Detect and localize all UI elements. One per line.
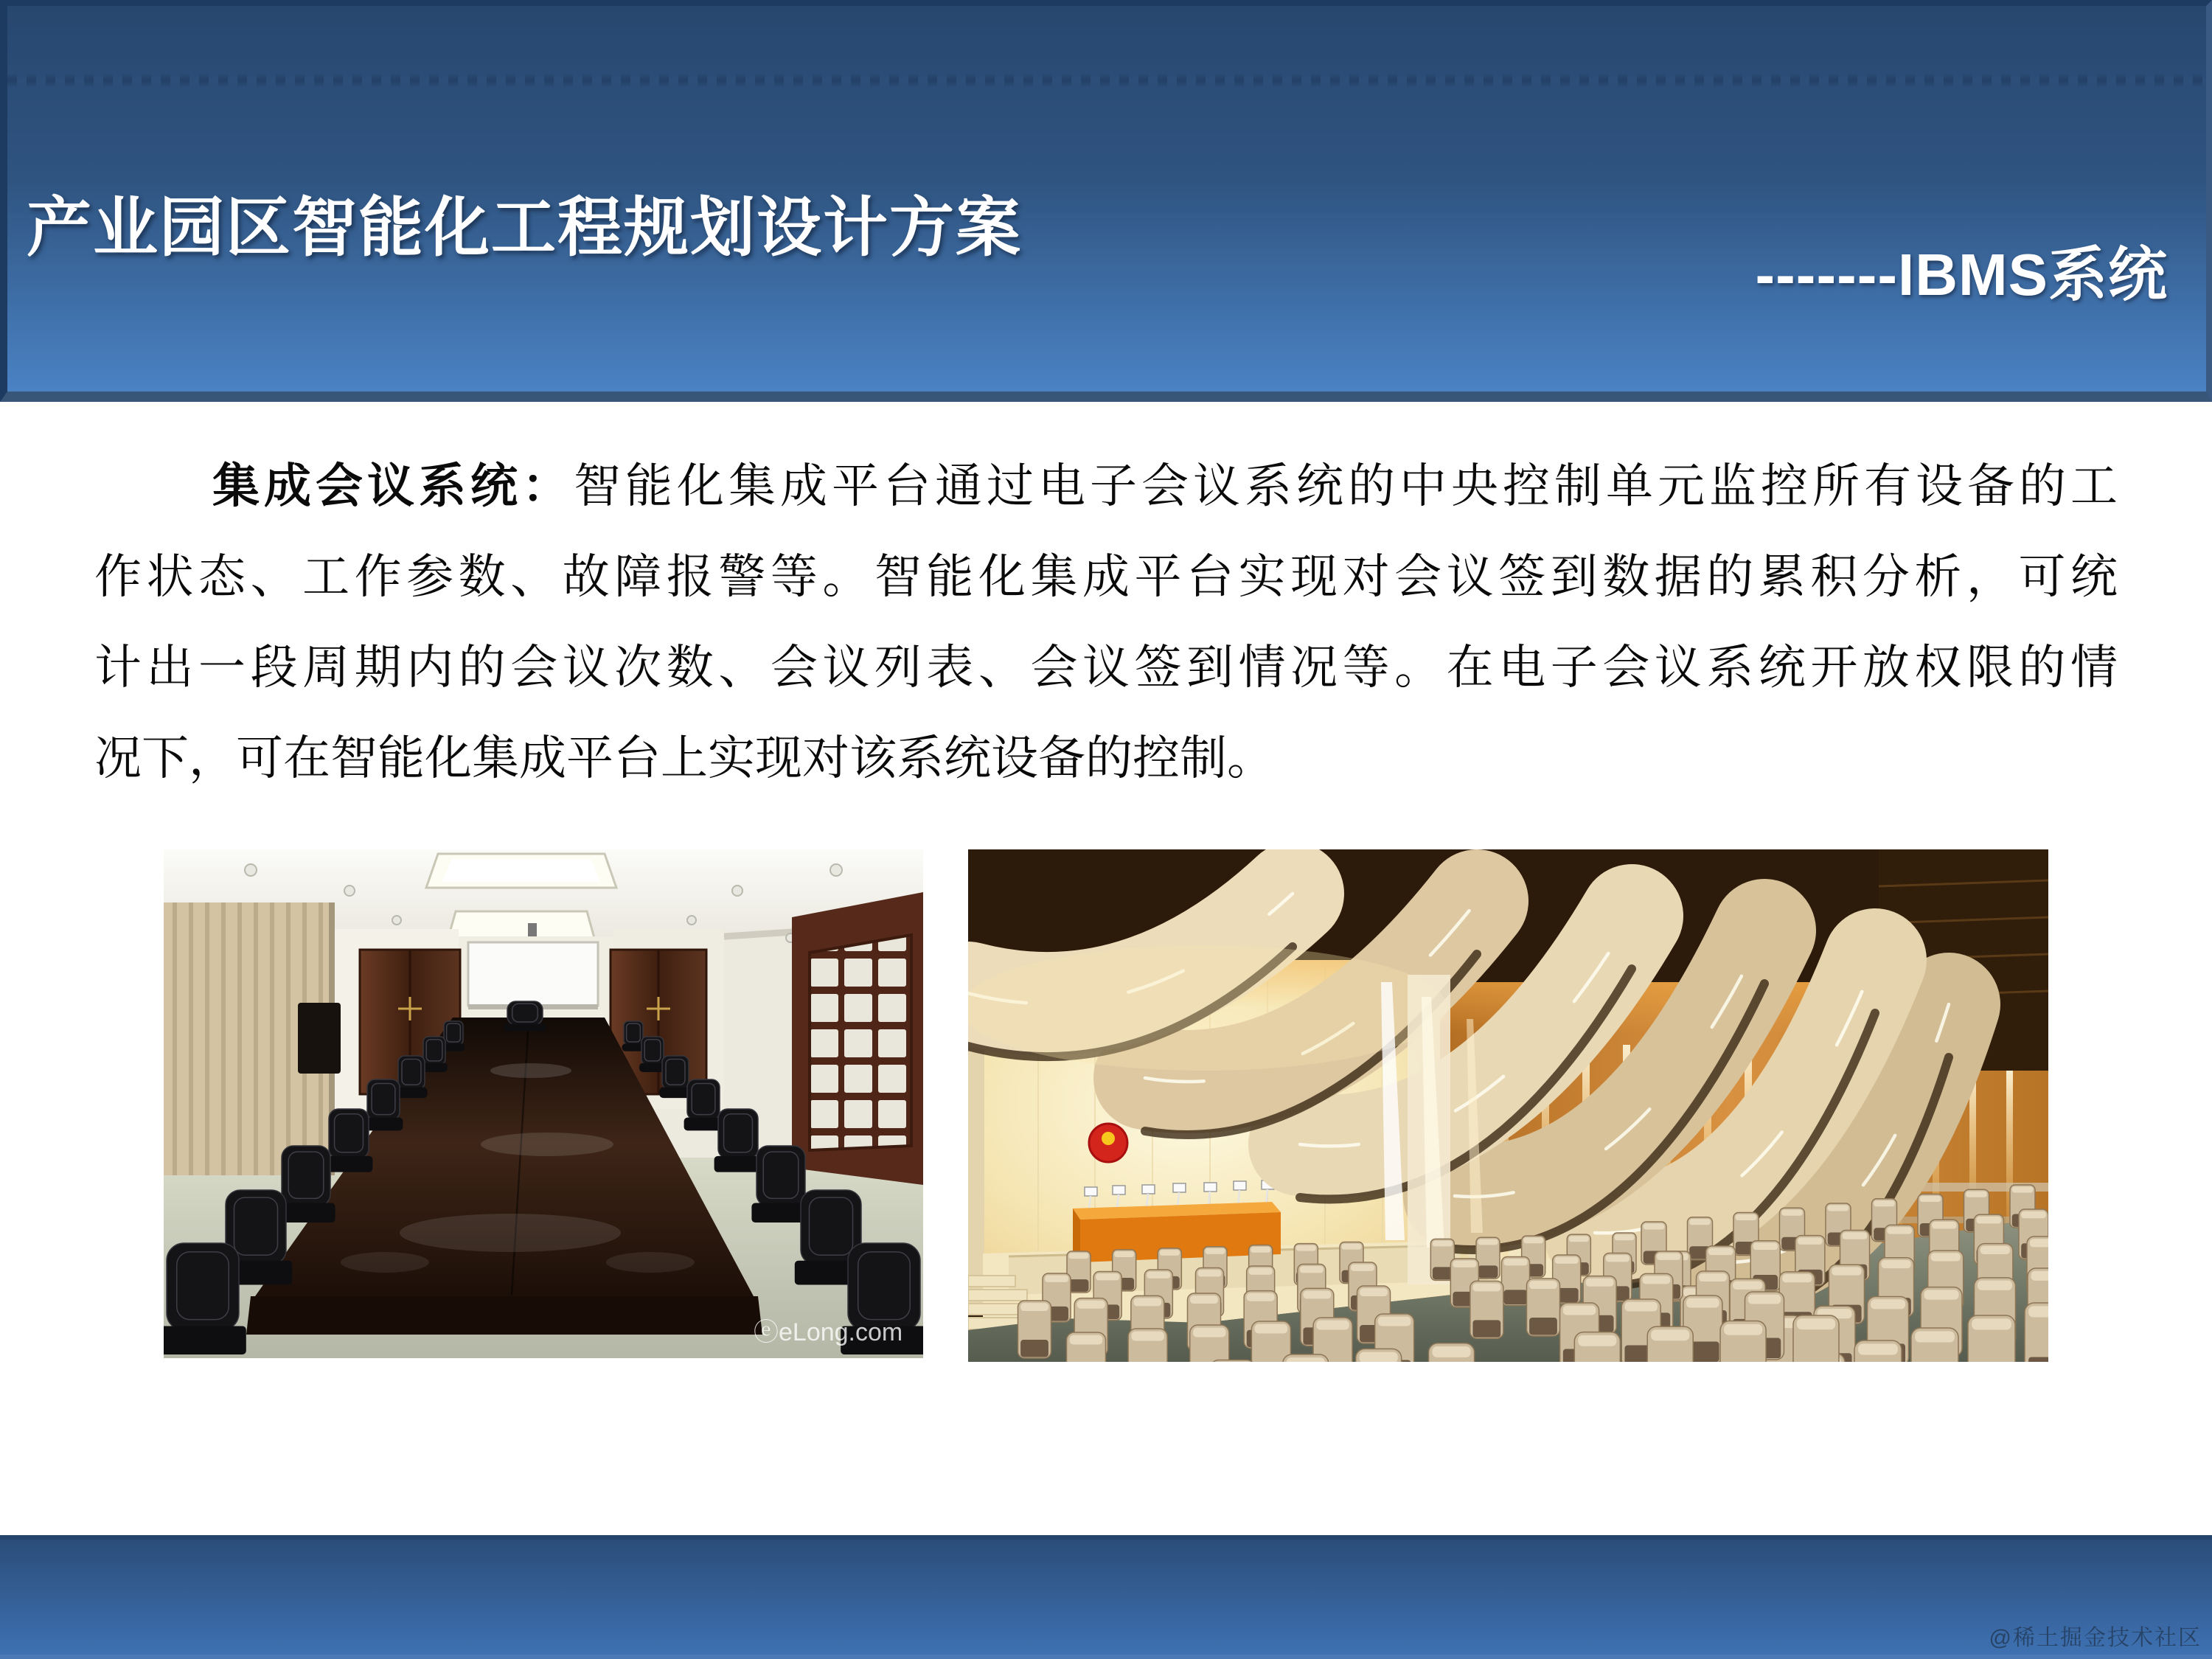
paragraph-line: 作状态、工作参数、故障报警等。智能化集成平台实现对会议签到数据的累积分析，可统: [94, 551, 2118, 603]
conference-room-illustration: [164, 849, 923, 1358]
paragraph-line: 计出一段周期内的会议次数、会议列表、会议签到情况等。在电子会议系统开放权限的情: [94, 641, 2118, 694]
paragraph-lead: 集成会议系统：: [212, 460, 574, 512]
slide-footer: [0, 1535, 2212, 1659]
auditorium-photo: [968, 849, 2048, 1362]
page-title: 产业园区智能化工程规划设计方案: [27, 190, 1023, 264]
auditorium-illustration: [968, 849, 2048, 1362]
slide-header: [0, 0, 2212, 402]
photo-watermark-elong: ⓔeLong.com: [754, 1318, 903, 1346]
page-subtitle: -------IBMS系统: [1755, 242, 2168, 307]
body-paragraph: [94, 441, 2118, 804]
paragraph-line: 况下，可在智能化集成平台上实现对该系统设备的控制。: [94, 732, 1274, 785]
conference-room-photo: [164, 849, 923, 1358]
paragraph-line: 集成会议系统：智能化集成平台通过电子会议系统的中央控制单元监控所有设备的工: [212, 460, 2118, 512]
header-texture-band: [7, 74, 2206, 87]
community-watermark: @稀土掘金技术社区: [1989, 1626, 2202, 1650]
